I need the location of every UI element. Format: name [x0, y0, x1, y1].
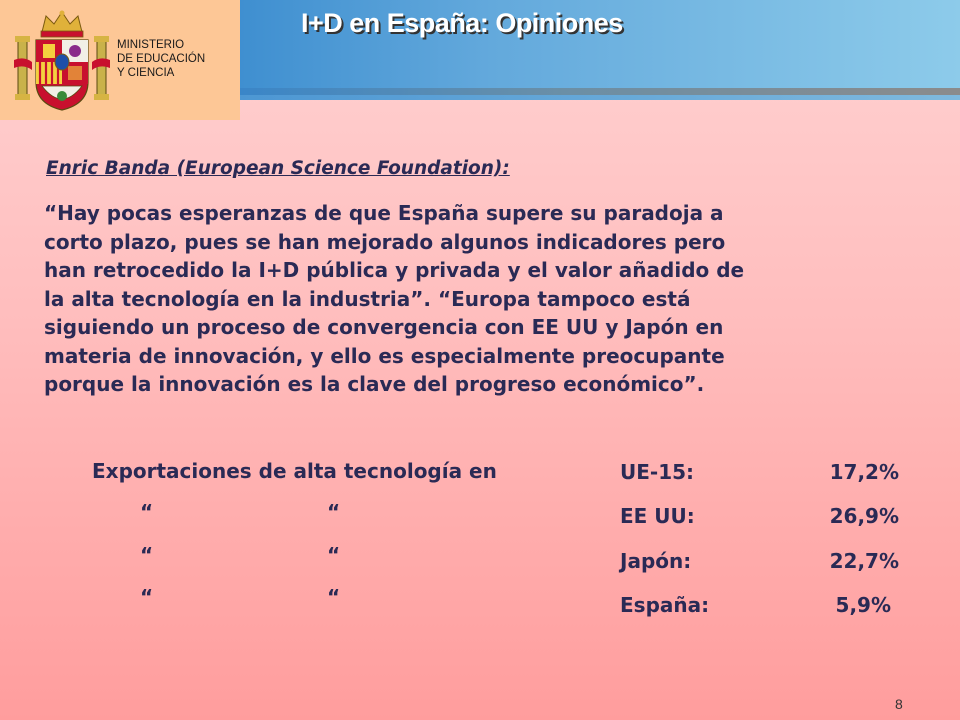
export-region: UE-15:: [620, 460, 695, 484]
quote-line: han retrocedido la I+D pública y privada y el valor añadido de: [44, 258, 745, 282]
slide-title: I+D en España: Opiniones: [301, 8, 623, 38]
quote-line: materia de innovación, y ello es especialmente preocupante: [44, 343, 725, 368]
exports-label: Exportaciones de alta tecnología en: [92, 459, 497, 483]
ministry-logo-panel: [0, 0, 240, 120]
page-number: 8: [895, 696, 903, 712]
ministry-line: DE EDUCACIÓN: [117, 53, 206, 65]
export-region: España:: [620, 593, 710, 617]
export-region: Japón:: [620, 549, 692, 573]
title-rule: [240, 88, 960, 95]
quote-line: corto plazo, pues se han mejorado algunos indicadores pero: [44, 229, 726, 254]
quote-body: [44, 199, 924, 399]
title-rule-shadow: [240, 95, 960, 100]
ditto-mark: “: [140, 585, 154, 609]
ditto-mark: “: [327, 585, 341, 609]
quote-author: Enric Banda (European Science Foundation):: [46, 158, 510, 179]
quote-line: la alta tecnología en la industria”. “Europa tampoco está: [44, 286, 691, 311]
quote-line: “Hay pocas esperanzas de que España supere su paradoja a: [44, 201, 724, 225]
ministry-name: [117, 38, 205, 80]
quote-line: porque la innovación es la clave del progreso económico”.: [44, 372, 705, 396]
export-value: 26,9%: [829, 504, 899, 528]
ditto-mark: “: [327, 500, 341, 524]
spanish-coat-of-arms-icon: [12, 10, 112, 114]
ditto-mark: “: [327, 543, 341, 567]
export-value: 22,7%: [829, 549, 899, 573]
ditto-mark: “: [140, 500, 154, 524]
quote-line: siguiendo un proceso de convergencia con EE UU y Japón en: [44, 315, 724, 339]
ministry-line: MINISTERIO: [117, 39, 185, 51]
ditto-mark: “: [140, 543, 154, 567]
export-value: 5,9%: [835, 593, 891, 617]
ministry-line: Y CIENCIA: [117, 67, 175, 79]
export-value: 17,2%: [829, 460, 899, 484]
export-region: EE UU:: [620, 504, 695, 528]
